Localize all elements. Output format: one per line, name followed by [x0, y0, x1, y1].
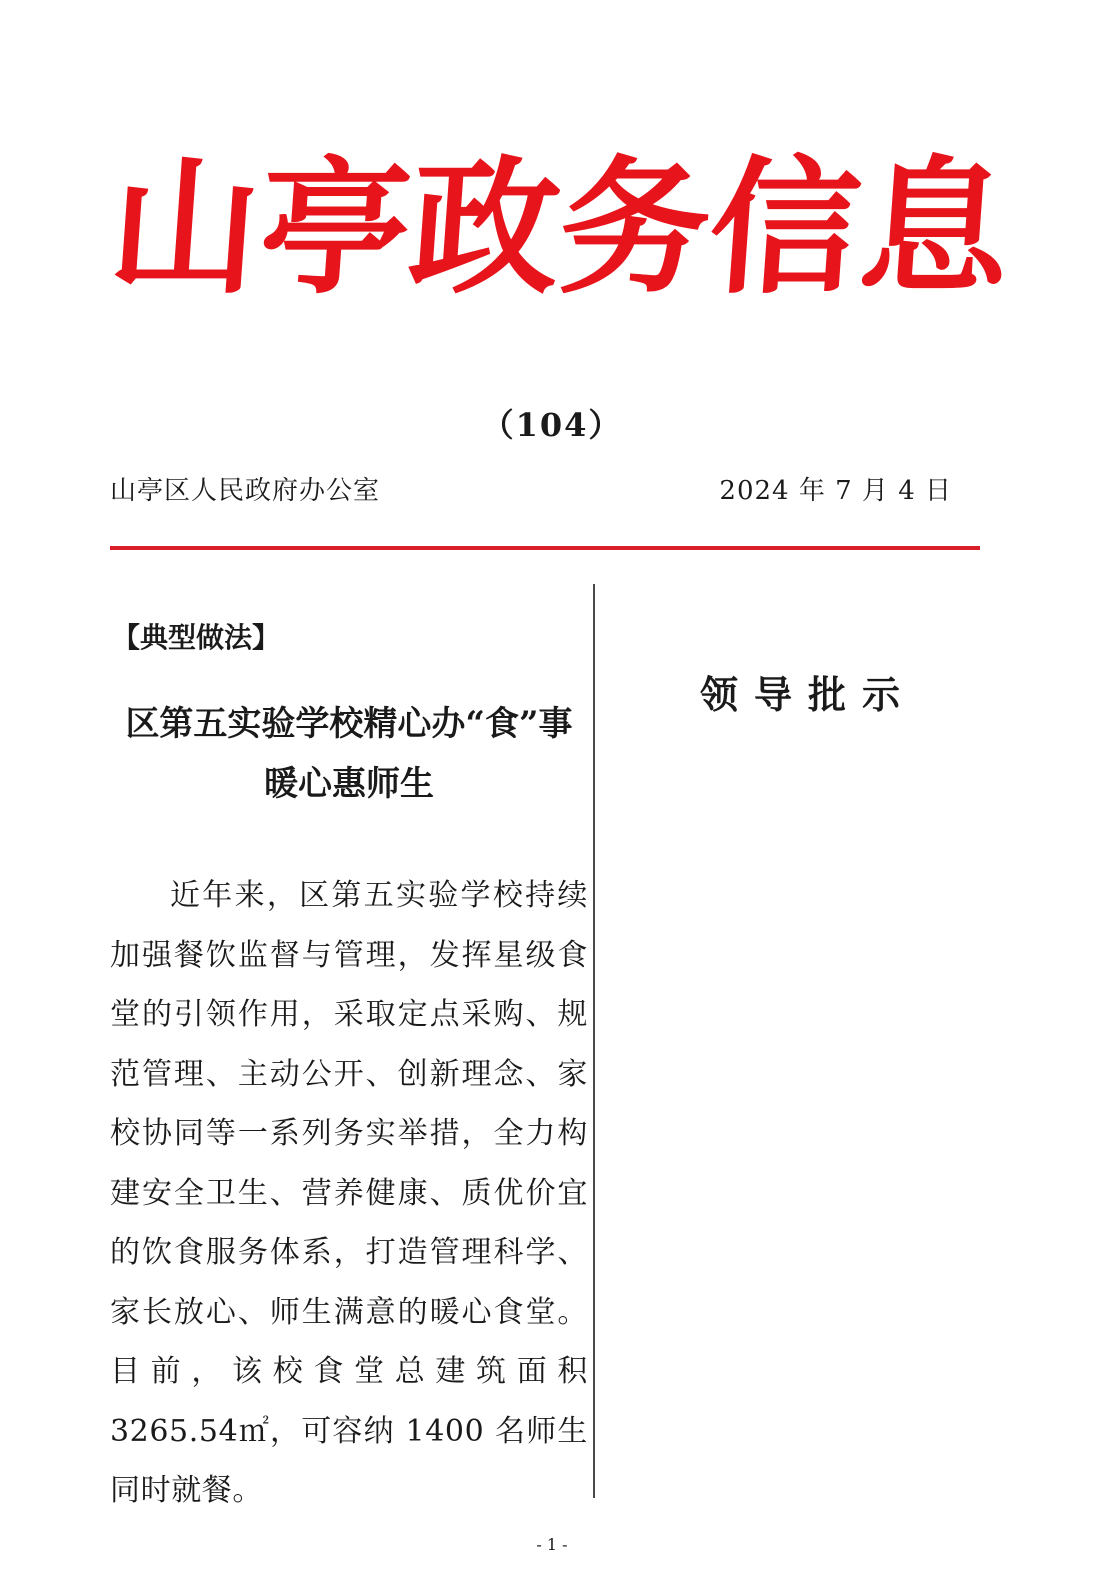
issue-number: （104）	[481, 406, 623, 444]
article-title-line-1: 区第五实验学校精心办“食”事	[125, 704, 573, 744]
masthead-char-3: 政	[403, 141, 567, 314]
issuing-office: 山亭区人民政府办公室	[110, 476, 381, 506]
article-paragraph: 近年来，区第五实验学校持续加强餐饮监督与管理，发挥星级食堂的引领作用，采取定点采购、规范管理、主动公开、创新理念、家校协同等一系列务实举措，全力构建安全卫生、营养健康、质优价宜的饮食服务体系，打造管理科学、家长放心、师生满意的暖心食堂。目前，该校食堂总建筑面积 3265.54㎡，可容纳 1400 名师生同时就餐。	[110, 878, 588, 1508]
masthead-char-4: 务	[553, 141, 717, 314]
column-divider	[593, 584, 595, 1498]
leader-instructions-heading: 领导批示	[700, 672, 917, 717]
article-title-line-2: 暖心惠师生	[264, 764, 434, 804]
masthead-char-5: 信	[703, 141, 867, 314]
section-label: 【典型做法】	[112, 621, 281, 654]
article-title	[110, 694, 588, 814]
masthead-char-2: 亭	[253, 141, 417, 314]
masthead-char-1: 山	[103, 141, 267, 314]
page-number: - 1 -	[536, 1535, 568, 1554]
masthead-char-6: 息	[853, 141, 1017, 314]
masthead-title	[103, 135, 1017, 320]
article-body	[110, 866, 588, 1521]
issue-date: 2024 年 7 月 4 日	[719, 476, 952, 506]
header-divider	[110, 546, 980, 550]
